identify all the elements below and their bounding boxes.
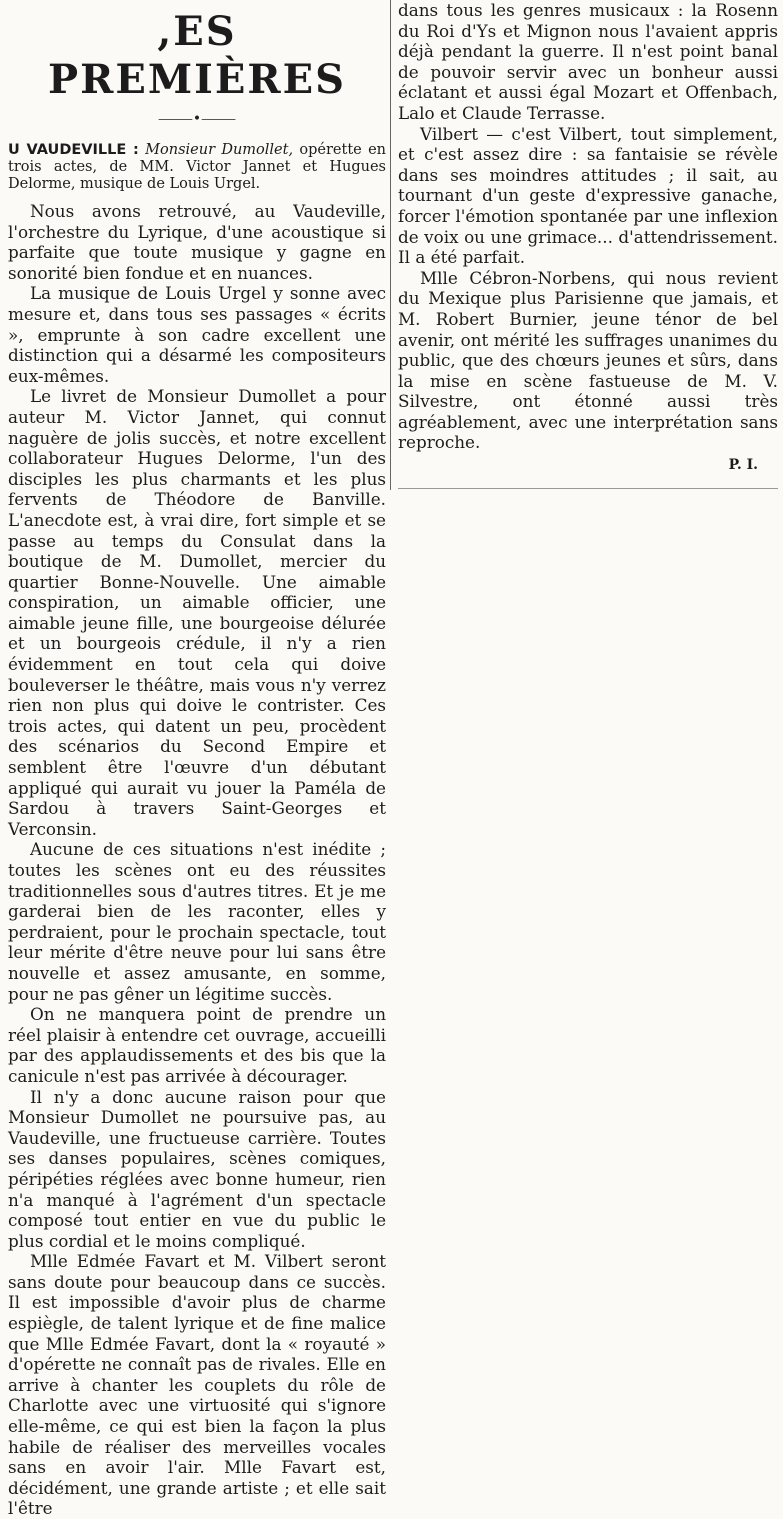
article-title	[8, 142, 386, 193]
column-divider	[390, 0, 391, 490]
paragraph: Il n'y a donc aucune raison pour que Monsieur Dumollet ne poursuive pas, au Vaudeville, une fructueuse carrière. Toutes ses danses populaires, scènes comiques, péripéties réglées avec bonne humeur, rien n'a manqué à l'agrément d'un spectacle composé tout entier en vue du public le plus cordial et le moins compliqué.	[8, 1086, 386, 1251]
paragraph: Aucune de ces situations n'est inédite ; toutes les scènes ont eu des réussites traditionnelles sous d'autres titres. Et je me garderai bien de les raconter, elles y perdraient, pour le prochain spectacle, tout leur mérite d'être neuve pour lui sans être nouvelle et assez amusante, en somme, pour ne pas gêner un légitime succès.	[8, 839, 386, 1004]
paragraph: La musique de Louis Urgel y sonne avec mesure et, dans tous ses passages « écrits », emprunte à son cadre excellent une distinction qui a désarmé les compositeurs eux-mêmes.	[8, 283, 386, 386]
right-column	[398, 0, 778, 473]
section-heading: ,ES PREMIÈRES	[48, 8, 346, 103]
paragraph: Mlle Cébron-Norbens, qui nous revient du Mexique plus Parisienne que jamais, et M. Robert Burnier, jeune ténor de bel avenir, ont mérité les suffrages unanimes du public, que des chœurs jeunes et sûrs, dans la mise en scène fastueuse de M. V. Silvestre, ont étonné aussi très agréablement, avec une interprétation sans reproche.	[398, 267, 778, 453]
left-column	[8, 0, 386, 1519]
paragraph: On ne manquera point de prendre un réel plaisir à entendre cet ouvrage, accueilli par des applaudissements et des bis que la canicule n'est pas arrivée à décourager.	[8, 1004, 386, 1086]
theatre-name: U VAUDEVILLE :	[8, 142, 139, 158]
paragraph: dans tous les genres musicaux : la Rosenn du Roi d'Ys et Mignon nous l'avaient appris déjà pendant la guerre. Il n'est point banal de pouvoir servir avec un bonheur aussi éclatant et aussi égal Mozart et Offenbach, Lalo et Claude Terrasse.	[398, 0, 778, 123]
paragraph: Mlle Edmée Favart et M. Vilbert seront sans doute pour beaucoup dans ce succès. Il est impossible d'avoir plus de charme espiègle, de talent lyrique et de fine malice que Mlle Edmée Favart, dont la « royauté » d'opérette ne connaît pas de rivales. Elle en arrive à chanter les couplets du rôle de Charlotte avec une virtuosité qui s'ignore elle-même, ce qui est bien la façon la plus habile de réaliser des merveilles vocales sans en avoir l'air. Mlle Favart est, décidément, une grande artiste ; et elle sait l'être	[8, 1251, 386, 1519]
piece-credits: opérette en trois actes, de MM. Victor Jannet et Hugues Delorme, musique de Louis Urgel.	[8, 142, 386, 192]
paragraph: Le livret de Monsieur Dumollet a pour auteur M. Victor Jannet, qui connut naguère de jolis succès, et notre excellent collaborateur Hugues Delorme, l'un des disciples les plus charmants et les plus fervents de Théodore de Banville. L'anecdote est, à vrai dire, fort simple et se passe au temps du Consulat dans la boutique de M. Dumollet, mercier du quartier Bonne-Nouvelle. Une aimable conspiration, un aimable officier, une aimable jeune fille, une bourgeoise délurée et un bourgeois crédule, il n'y a rien évidemment en tout cela qui doive bouleverser le théâtre, mais vous n'y verrez rien non plus qui doive le contrister. Ces trois actes, qui datent un peu, procèdent des scénarios du Second Empire et semblent être l'œuvre d'un débutant appliqué qui aurait vu jouer la Paméla de Sardou à travers Saint-Georges et Verconsin.	[8, 386, 386, 839]
paragraph: Nous avons retrouvé, au Vaudeville, l'orchestre du Lyrique, d'une acoustique si parfaite que toute musique y gagne en sonorité bien fondue et en nuances.	[8, 201, 386, 283]
author-signature: P. I.	[728, 457, 758, 474]
ornament-divider: ⸻•⸻	[157, 111, 237, 127]
piece-title: Monsieur Dumollet,	[145, 142, 294, 158]
paragraph: Vilbert — c'est Vilbert, tout simplement, et c'est assez dire : sa fantaisie se révèle dans ses moindres attitudes ; il sait, au tournant d'un geste d'expressive ganache, forcer l'émotion spontanée par une inflexion de voix ou une grimace... d'attendrissement. Il a été parfait.	[398, 123, 778, 268]
end-rule	[398, 488, 778, 489]
